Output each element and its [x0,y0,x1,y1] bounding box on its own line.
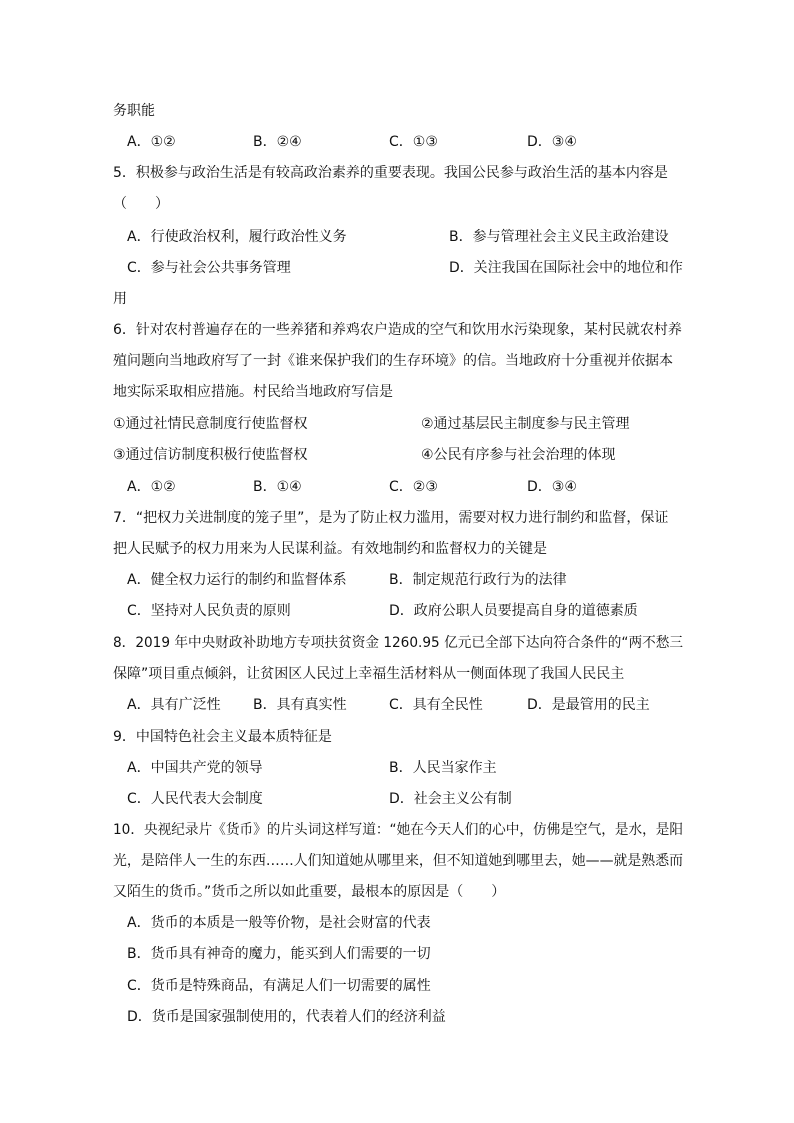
q9-option-a: A．中国共产党的领导 [127,760,263,776]
q4-option-c: C．①③ [389,134,438,150]
q4-option-a: A．①② [127,134,176,150]
q10-option-b: B．货币具有神奇的魔力，能买到人们需要的一切 [127,946,431,962]
q6-option-d: D．③④ [527,479,577,495]
q7-option-d: D．政府公职人员要提高自身的道德素质 [389,603,638,619]
q8-stem-1: 8．2019 年中央财政补助地方专项扶贫资金 1260.95 亿元已全部下达向符合条件的“两不愁三 [113,635,684,651]
q10-stem-2: 光，是陪伴人一生的东西……人们知道她从哪里来，但不知道她到哪里去，她——就是熟悉而 [113,853,683,869]
q6-statement-2: ②通过基层民主制度参与民主管理 [421,416,630,432]
q10-option-a: A．货币的本质是一般等价物，是社会财富的代表 [127,915,431,931]
q10-stem-1: 10．央视纪录片《货币》的片头词这样写道：“她在今天人们的心中，仿佛是空气，是水，是阳 [113,822,684,838]
q6-option-b: B．①④ [253,479,302,495]
q4-option-d: D．③④ [527,134,577,150]
q9-option-b: B．人民当家作主 [389,760,497,776]
q6-stem-1: 6．针对农村普遍存在的一些养猪和养鸡农户造成的空气和饮用水污染现象，某村民就农村养 [113,322,682,338]
q5-option-d-tail: 用 [113,291,127,307]
q4-option-b: B．②④ [253,134,302,150]
q10-option-d: D．货币是国家强制使用的，代表着人们的经济利益 [127,1009,446,1025]
q5-option-a: A．行使政治权利，履行政治性义务 [127,229,347,245]
q8-stem-2: 保障”项目重点倾斜，让贫困区人民过上幸福生活材料从一侧面体现了我国人民民主 [113,666,625,682]
q8-option-c: C．具有全民性 [389,697,483,713]
q9-option-d: D．社会主义公有制 [389,791,512,807]
q6-option-a: A．①② [127,479,176,495]
q6-stem-2: 殖问题向当地政府写了一封《谁来保护我们的生存环境》的信。当地政府十分重视并依据本 [113,353,673,369]
q7-option-c: C．坚持对人民负责的原则 [127,603,291,619]
q8-option-d: D．是最管用的民主 [527,697,650,713]
q6-statement-4: ④公民有序参与社会治理的体现 [421,447,616,463]
q5-option-d: D．关注我国在国际社会中的地位和作 [449,260,683,276]
q6-option-c: C．②③ [389,479,438,495]
q8-option-a: A．具有广泛性 [127,697,221,713]
q7-stem-2: 把人民赋予的权力用来为人民谋利益。有效地制约和监督权力的关键是 [113,541,547,557]
q7-option-a: A．健全权力运行的制约和监督体系 [127,572,347,588]
q5-option-c: C．参与社会公共事务管理 [127,260,291,276]
q5-option-b: B．参与管理社会主义民主政治建设 [449,229,669,245]
q10-option-c: C．货币是特殊商品，有满足人们一切需要的属性 [127,978,431,994]
q9-option-c: C．人民代表大会制度 [127,791,263,807]
q5-stem-blank: （ ） [113,196,169,212]
q7-option-b: B．制定规范行政行为的法律 [389,572,567,588]
q10-stem-3: 又陌生的货币。”货币之所以如此重要，最根本的原因是（ ） [113,884,506,900]
q9-stem: 9．中国特色社会主义最本质特征是 [113,729,332,745]
q6-statement-3: ③通过信访制度积极行使监督权 [113,447,308,463]
q6-statement-1: ①通过社情民意制度行使监督权 [113,416,308,432]
q6-stem-3: 地实际采取相应措施。村民给当地政府写信是 [113,384,393,400]
q5-stem: 5．积极参与政治生活是有较高政治素养的重要表现。我国公民参与政治生活的基本内容是 [113,165,668,181]
q8-option-b: B．具有真实性 [253,697,347,713]
q4-stem-tail: 务职能 [113,103,155,119]
q7-stem-1: 7．“把权力关进制度的笼子里”，是为了防止权力滥用，需要对权力进行制约和监督，保证 [113,510,669,526]
